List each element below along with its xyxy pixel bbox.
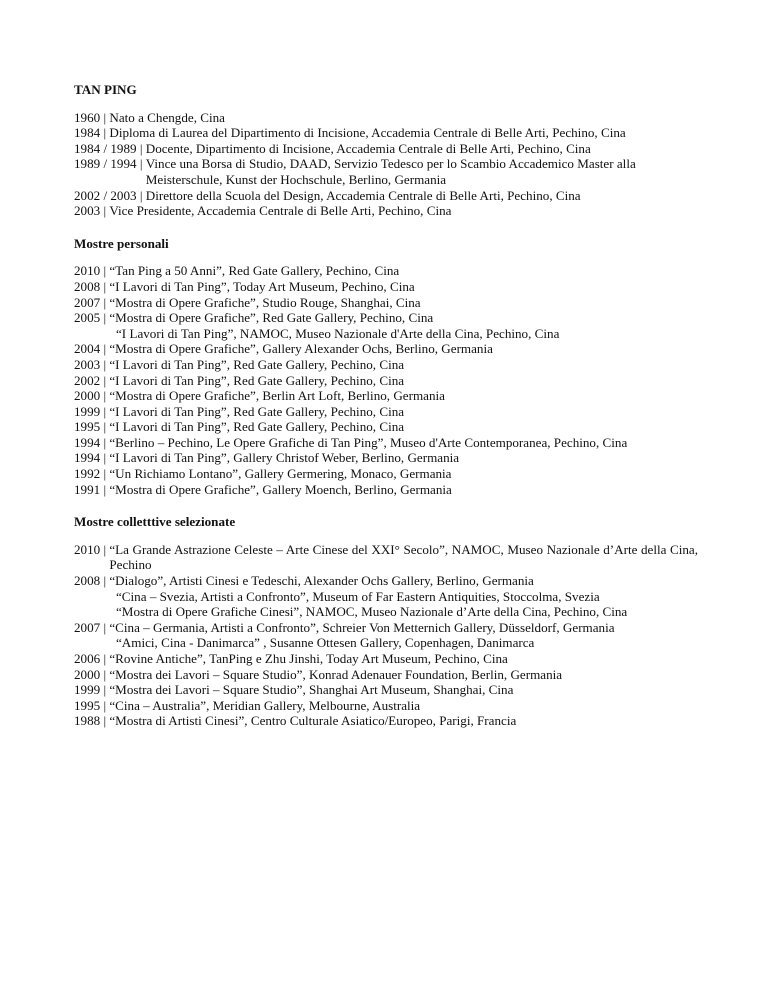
solo-exhibitions-heading: Mostre personali (74, 235, 169, 251)
group-exhibition-item (74, 667, 698, 683)
group-exhibition-item-text: “Cina – Germania, Artisti a Confronto”, Schreier Von Metternich Gallery, Düsseldorf, Germania (109, 619, 615, 635)
solo-exhibition-item (74, 310, 698, 326)
group-exhibition-item (74, 682, 698, 698)
group-exhibition-item-text: “Rovine Antiche”, TanPing e Zhu Jinshi, Today Art Museum, Pechino, Cina (109, 651, 508, 666)
solo-exhibitions-list (74, 263, 698, 497)
group-exhibitions-heading: Mostre colletttive selezionate (74, 514, 236, 530)
solo-exhibition-item-text: “Mostra di Opere Grafiche”, Studio Rouge, Shanghai, Cina (109, 294, 421, 310)
group-exhibition-item (74, 713, 698, 729)
solo-exhibition-item (74, 482, 698, 498)
bio-item (74, 188, 698, 204)
group-exhibition-item (74, 573, 698, 589)
group-exhibition-item (74, 620, 698, 636)
solo-exhibition-item-year: 1994 | (74, 434, 110, 450)
solo-exhibition-item-year: 2005 | (74, 310, 110, 326)
bio-date: 1960 | (74, 109, 110, 125)
solo-exhibition-item-year: 2008 | (74, 278, 110, 294)
bio-text: Direttore della Scuola del Design, Accademia Centrale di Belle Arti, Pechino, Cina (145, 187, 581, 203)
group-exhibition-item-text: “Amici, Cina - Danimarca” , Susanne Ottesen Gallery, Copenhagen, Danimarca (116, 635, 535, 651)
group-exhibition-item-text: “Mostra dei Lavori – Square Studio”, Konrad Adenauer Foundation, Berlin, Germania (109, 666, 563, 682)
group-exhibition-item-year: 2010 | (74, 541, 110, 557)
group-exhibition-item-year: 2006 | (74, 651, 110, 666)
solo-exhibition-item (74, 279, 698, 295)
solo-exhibition-item-year: 2003 | (74, 356, 110, 372)
solo-exhibition-item-text: “Mostra di Opere Grafiche”, Gallery Alexander Ochs, Berlino, Germania (109, 341, 493, 357)
group-exhibition-item-year: 2008 | (74, 573, 110, 589)
solo-exhibition-item-text: “Berlino – Pechino, Le Opere Grafiche di Tan Ping”, Museo d'Arte Contemporanea, Pechino, Cina (109, 434, 628, 450)
solo-exhibition-item-year: 1991 | (74, 481, 110, 497)
group-exhibition-item-year: 1995 | (74, 697, 110, 713)
group-exhibition-item (74, 651, 698, 667)
solo-exhibition-item-year: 2002 | (74, 372, 110, 388)
bio-text: Nato a Chengde, Cina (109, 109, 225, 125)
solo-exhibition-item (74, 435, 698, 451)
group-exhibition-item (74, 542, 698, 573)
group-exhibition-item-text: “Mostra dei Lavori – Square Studio”, Shanghai Art Museum, Shanghai, Cina (109, 682, 514, 698)
solo-exhibition-item (74, 450, 698, 466)
bio-text: Diploma di Laurea del Dipartimento di Incisione, Accademia Centrale di Belle Arti, Pechino, Cina (109, 125, 626, 141)
group-exhibition-item-year: 2007 | (74, 619, 110, 635)
bio-date: 1984 | (74, 125, 110, 141)
solo-exhibition-item-year: 1992 | (74, 466, 110, 482)
solo-exhibition-item-text: “I Lavori di Tan Ping”, Red Gate Gallery, Pechino, Cina (109, 419, 405, 435)
solo-exhibition-item-text: “I Lavori di Tan Ping”, Gallery Christof Weber, Berlino, Germania (109, 450, 460, 466)
solo-exhibition-item-text: “I Lavori di Tan Ping”, Red Gate Gallery, Pechino, Cina (109, 403, 405, 419)
bio-item (74, 156, 698, 187)
bio-text: Vice Presidente, Accademia Centrale di Belle Arti, Pechino, Cina (109, 203, 452, 219)
bio-item (74, 125, 698, 141)
group-exhibition-item-text: “Mostra di Artisti Cinesi”, Centro Culturale Asiatico/Europeo, Parigi, Francia (109, 713, 517, 729)
solo-exhibition-item-text: “I Lavori di Tan Ping”, Red Gate Gallery, Pechino, Cina (109, 372, 405, 388)
solo-exhibition-item-year: 2010 | (74, 263, 110, 279)
solo-exhibition-item-text: “I Lavori di Tan Ping”, Red Gate Gallery, Pechino, Cina (109, 356, 405, 372)
group-exhibition-item-text: “Dialogo”, Artisti Cinesi e Tedeschi, Alexander Ochs Gallery, Berlino, Germania (109, 573, 534, 589)
solo-exhibition-item-year: 1994 | (74, 450, 110, 466)
solo-exhibition-item (74, 263, 698, 279)
group-exhibition-item-year: 1999 | (74, 682, 110, 698)
bio-date: 1989 / 1994 | (74, 156, 146, 172)
bio-list (74, 110, 698, 219)
solo-exhibition-item-year: 1999 | (74, 403, 110, 419)
bio-date: 2003 | (74, 203, 110, 219)
solo-exhibition-item-text: “Tan Ping a 50 Anni”, Red Gate Gallery, Pechino, Cina (109, 263, 400, 279)
solo-exhibition-item-year: 2007 | (74, 294, 110, 310)
group-exhibition-item (74, 698, 698, 714)
solo-exhibition-item (74, 341, 698, 357)
solo-exhibition-item-text: “Mostra di Opere Grafiche”, Gallery Moench, Berlino, Germania (109, 481, 452, 497)
bio-date: 1984 / 1989 | (74, 140, 146, 156)
solo-exhibition-item-text: “Mostra di Opere Grafiche”, Berlin Art Loft, Berlino, Germania (109, 388, 445, 404)
solo-exhibition-item-text: “Un Richiamo Lontano”, Gallery Germering, Monaco, Germania (109, 466, 452, 482)
solo-exhibition-item-year: 2000 | (74, 388, 110, 404)
group-exhibition-item (74, 589, 698, 605)
group-exhibition-item-year: 1988 | (74, 713, 110, 729)
bio-text: Vince una Borsa di Studio, DAAD, Servizio Tedesco per lo Scambio Accademico Master alla Meisterschule, Kunst der Hochschule, Berlino, Germania (145, 156, 636, 187)
bio-date: 2002 / 2003 | (74, 187, 146, 203)
solo-exhibition-item-text: “I Lavori di Tan Ping”, Today Art Museum, Pechino, Cina (109, 278, 415, 294)
solo-exhibition-item-year: 1995 | (74, 419, 110, 435)
solo-exhibition-item-text: “Mostra di Opere Grafiche”, Red Gate Gallery, Pechino, Cina (109, 310, 434, 326)
document-title: TAN PING (74, 82, 137, 97)
group-exhibition-item-text: “Cina – Svezia, Artisti a Confronto”, Museum of Far Eastern Antiquities, Stoccolma, Svezia (116, 588, 600, 604)
solo-exhibition-item-year: 2004 | (74, 341, 110, 357)
bio-item (74, 203, 698, 219)
solo-exhibition-item (74, 466, 698, 482)
bio-item (74, 141, 698, 157)
bio-item (74, 110, 698, 126)
group-exhibition-item-year: 2000 | (74, 666, 110, 682)
solo-exhibition-item-text: “I Lavori di Tan Ping”, NAMOC, Museo Nazionale d'Arte della Cina, Pechino, Cina (116, 325, 560, 341)
group-exhibition-item (74, 604, 698, 620)
solo-exhibition-item (74, 373, 698, 389)
group-exhibitions-list (74, 542, 698, 729)
group-exhibition-item-text: “Mostra di Opere Grafiche Cinesi”, NAMOC, Museo Nazionale d’Arte della Cina, Pechino, Cina (116, 604, 628, 620)
solo-exhibition-item (74, 295, 698, 311)
group-exhibition-item-text: “Cina – Australia”, Meridian Gallery, Melbourne, Australia (109, 697, 421, 713)
solo-exhibition-item (74, 326, 698, 342)
document-page (74, 82, 698, 729)
solo-exhibition-item (74, 404, 698, 420)
solo-exhibition-item (74, 357, 698, 373)
group-exhibition-item (74, 635, 698, 651)
solo-exhibition-item (74, 419, 698, 435)
group-exhibition-item-text: “La Grande Astrazione Celeste – Arte Cinese del XXI° Secolo”, NAMOC, Museo Nazionale d’Arte della Cina, Pechino (109, 541, 698, 573)
bio-text: Docente, Dipartimento di Incisione, Accademia Centrale di Belle Arti, Pechino, Cina (145, 140, 591, 156)
solo-exhibition-item (74, 388, 698, 404)
